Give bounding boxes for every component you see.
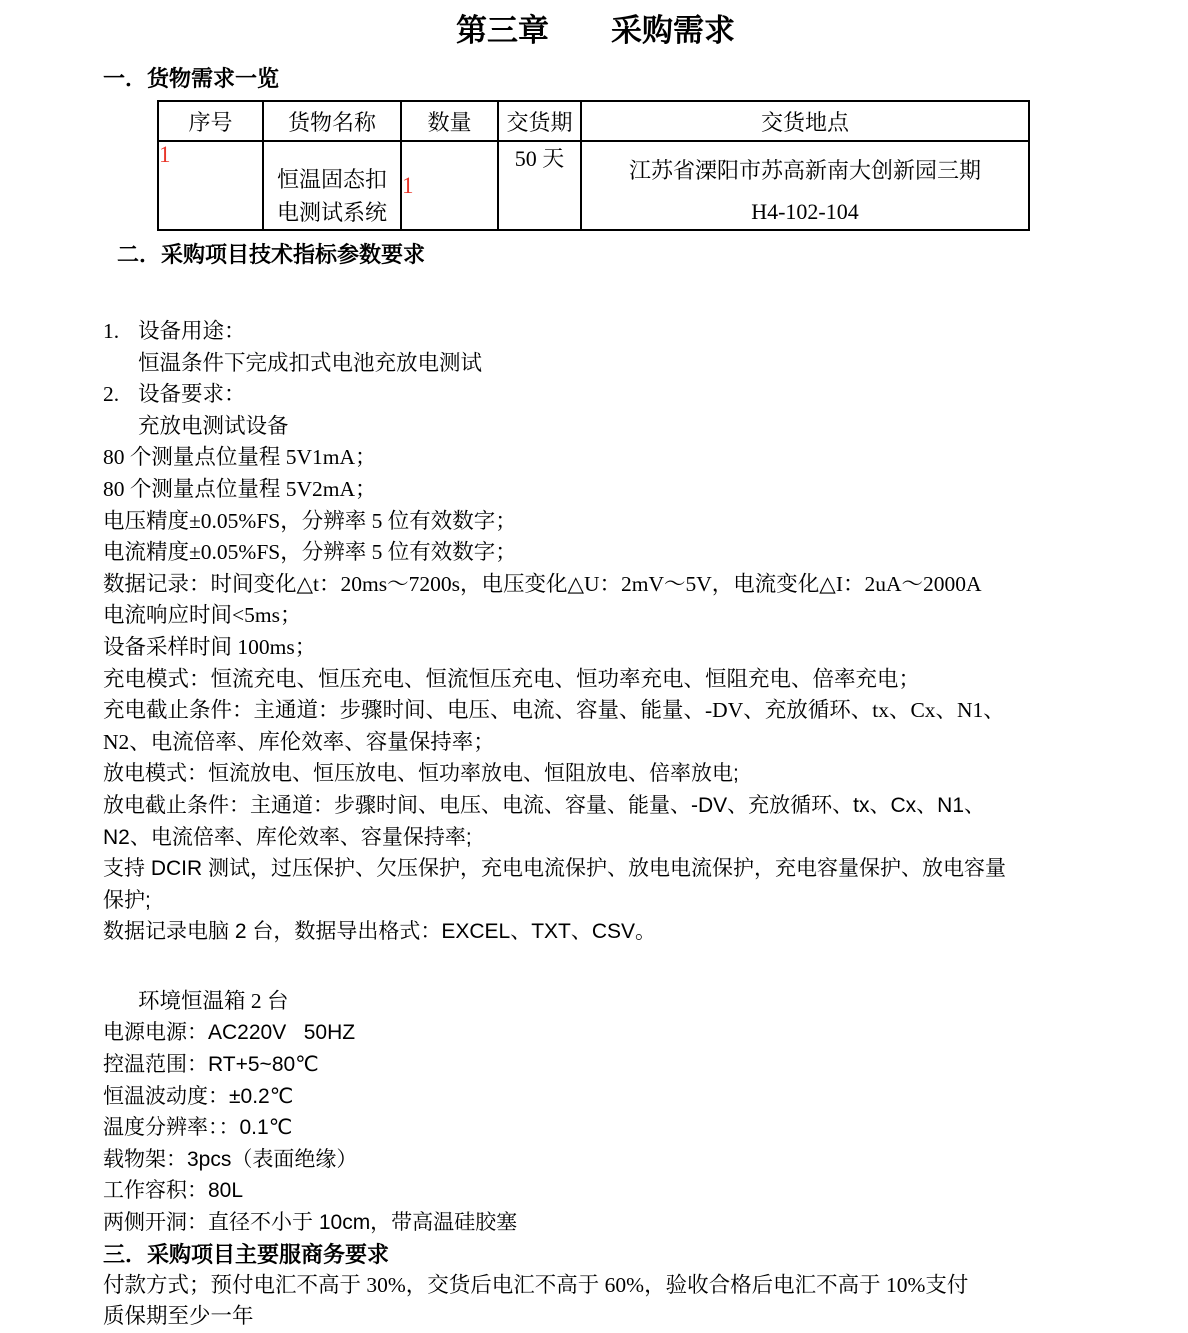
payment-terms-line: 付款方式；预付电汇不高于 30%，交货后电汇不高于 60%，验收合格后电汇不高于 10%支付: [103, 1272, 969, 1297]
chamber-spec-line: 控温范围：RT+5~80℃: [103, 1053, 319, 1077]
place-line1: 江苏省溧阳市苏高新南大创新园三期: [628, 158, 981, 183]
spec-line: 电压精度±0.05%FS，分辨率 5 位有效数字；: [103, 508, 517, 533]
list-item-device-purpose: [103, 316, 1088, 348]
chamber-spec-line: 两侧开洞：直径不小于 10cm，带高温硅胶塞: [103, 1211, 518, 1235]
chamber-spec-line: 温度分辨率：：0.1℃: [103, 1116, 293, 1140]
spec-line: N2、电流倍率、库伦效率、容量保持率；: [103, 729, 495, 754]
list-text: 设备要求：: [138, 382, 246, 407]
spec-line: 设备采样时间 100ms；: [103, 634, 317, 659]
spec-line: 支持 DCIR 测试，过压保护、欠压保护，充电电流保护、放电电流保护，充电容量保护、放电容量: [103, 857, 1006, 881]
spec-line: 80 个测量点位量程 5V2mA；: [103, 476, 377, 501]
chamber-title: 环境恒温箱 2 台: [138, 988, 289, 1013]
col-header-qty: 数量: [401, 101, 498, 141]
blank-gap: [103, 948, 1088, 986]
col-header-place: 交货地点: [581, 101, 1029, 141]
cell-goods-name: [263, 141, 401, 230]
spec-line: 数据记录电脑 2 台，数据导出格式：EXCEL、TXT、CSV。: [103, 920, 657, 944]
section3-heading: 三．采购项目主要服商务要求: [103, 1241, 390, 1267]
cell-period: 50 天: [498, 141, 581, 230]
spec-line: 保护;: [103, 888, 151, 912]
chamber-spec-line: 工作容积：80L: [103, 1179, 244, 1203]
list-detail: 恒温条件下完成扣式电池充放电测试: [138, 350, 483, 375]
section2-heading: 二．采购项目技术指标参数要求: [117, 242, 426, 267]
spec-line: 放电模式：恒流放电、恒压放电、恒功率放电、恒阻放电、倍率放电;: [103, 762, 739, 786]
spec-line: N2、电流倍率、库伦效率、容量保持率;: [103, 825, 472, 849]
table-row: [158, 141, 1029, 230]
cell-qty: 1: [401, 141, 498, 230]
list-number: 2.: [103, 382, 120, 407]
col-header-seq: 序号: [158, 101, 263, 141]
chamber-spec-line: 恒温波动度：±0.2℃: [103, 1084, 294, 1108]
spec-line: 放电截止条件：主通道：步骤时间、电压、电流、容量、能量、-DV、充放循环、tx、Cx、N1、: [103, 793, 986, 817]
spec-line: 充电截止条件：主通道：步骤时间、电压、电流、容量、能量、-DV、充放循环、tx、Cx、N1、: [103, 698, 1005, 723]
goods-name-line2: 电测试系统: [276, 200, 387, 225]
chamber-spec-line: 载物架：3pcs（表面绝缘）: [103, 1147, 358, 1171]
list-item-device-requirement: [103, 379, 1088, 411]
section1-heading: 一．货物需求一览: [103, 66, 280, 91]
col-header-period: 交货期: [498, 101, 581, 141]
spec-line: 电流精度±0.05%FS，分辨率 5 位有效数字；: [103, 540, 517, 565]
spec-line: 电流响应时间<5ms；: [103, 603, 302, 628]
list-number: 1.: [103, 319, 120, 343]
table-header-row: [158, 101, 1029, 141]
spec-line: 80 个测量点位量程 5V1mA；: [103, 445, 377, 470]
list-text: 设备用途：: [138, 319, 246, 343]
list-detail: 充放电测试设备: [138, 413, 289, 438]
spec-line: 充电模式：恒流充电、恒压充电、恒流恒压充电、恒功率充电、恒阻充电、倍率充电；: [103, 666, 921, 691]
col-header-name: 货物名称: [263, 101, 401, 141]
page-title: 第三章 采购需求: [456, 13, 735, 48]
warranty-line: 质保期至少一年: [103, 1304, 254, 1329]
goods-name-line1: 恒温固态扣: [276, 167, 387, 192]
goods-table: [157, 100, 1030, 231]
cell-place: [581, 141, 1029, 230]
spec-line: 数据记录：时间变化△t：20ms～7200s，电压变化△U：2mV～5V，电流变化△I：2uA～2000A: [103, 571, 982, 596]
chamber-spec-line: 电源电源：AC220V 50HZ: [103, 1021, 356, 1045]
cell-seq: 1: [158, 141, 263, 230]
place-line2: H4-102-104: [751, 199, 859, 224]
